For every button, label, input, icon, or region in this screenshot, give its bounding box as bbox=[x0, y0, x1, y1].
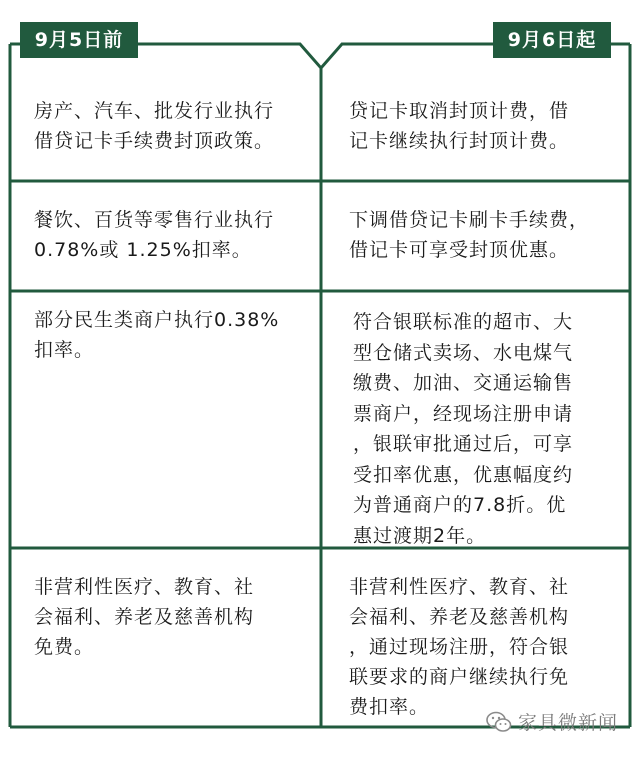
row-3-left-cell: 部分民生类商户执行0.38% 扣率。 bbox=[34, 309, 280, 361]
row-2-left-cell: 餐饮、百货等零售行业执行 0.78%或 1.25%扣率。 bbox=[34, 209, 275, 261]
row-1-right-cell: 贷记卡取消封顶计费，借 记卡继续执行封顶计费。 bbox=[349, 100, 570, 152]
watermark bbox=[486, 708, 618, 735]
watermark-text: 家具微新闻 bbox=[517, 712, 618, 734]
tab-before-sep-5: 9月5日前 bbox=[20, 22, 138, 58]
wechat-icon bbox=[486, 711, 512, 733]
row-4-right-cell: 非营利性医疗、教育、社 会福利、养老及慈善机构 ，通过现场注册，符合银 联要求的商户继续执行免 费扣率。 bbox=[349, 576, 570, 718]
row-3-right-cell: 符合银联标准的超市、大 型仓储式卖场、水电煤气 缴费、加油、交通运输售 票商户，经现场注册申请 ，银联审批通过后，可享 受扣率优惠，优惠幅度约 为普通商户的7.8折。优 惠过渡期2年。 bbox=[353, 311, 574, 547]
row-2-right-cell: 下调借贷记卡刷卡手续费， 借记卡可享受封顶优惠。 bbox=[349, 209, 590, 261]
row-4-left-cell: 非营利性医疗、教育、社 会福利、养老及慈善机构 免费。 bbox=[34, 576, 255, 658]
row-1-left-cell: 房产、汽车、批发行业执行 借贷记卡手续费封顶政策。 bbox=[34, 100, 275, 152]
tab-from-sep-6: 9月6日起 bbox=[493, 22, 611, 58]
